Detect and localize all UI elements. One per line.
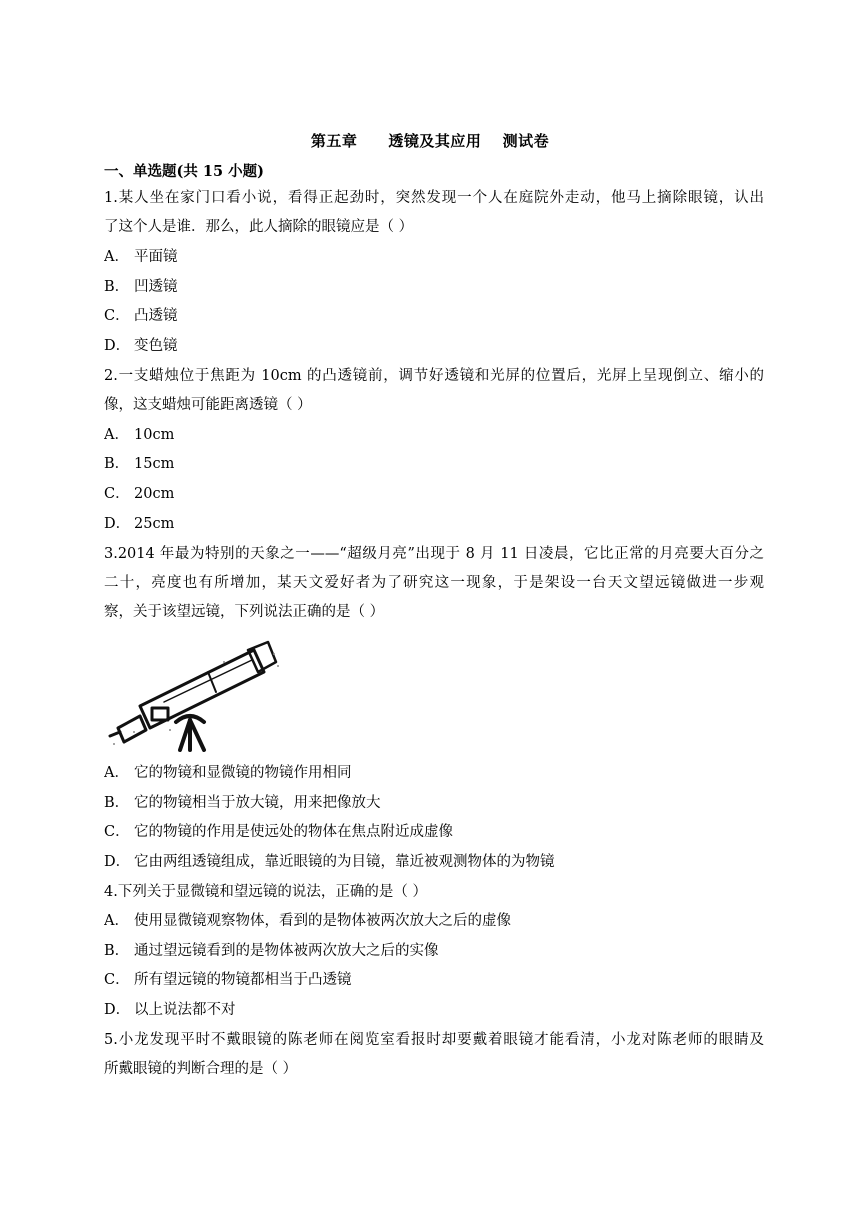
option-letter: A． [104,249,129,265]
question-3-option-b [104,793,764,813]
option-letter: A． [104,765,129,781]
option-text: 它的物镜和显微镜的物镜作用相同 [134,765,352,781]
question-3-stem-line-2: 二十，亮度也有所增加，某天文爱好者为了研究这一现象，于是架设一台天文望远镜做进一步观 [104,575,764,591]
option-letter: A． [104,913,129,929]
option-text: 平面镜 [134,249,178,265]
page-title: 第五章 透镜及其应用 测试卷 [310,132,550,150]
option-letter: C． [104,824,130,840]
option-text: 变色镜 [134,338,178,354]
option-text: 凹透镜 [134,279,178,295]
option-text: 25cm [134,516,175,532]
question-2-option-b [104,454,764,474]
option-letter: B． [104,279,130,295]
option-letter: A． [104,427,129,443]
option-text: 使用显微镜观察物体，看到的是物体被两次放大之后的虚像 [134,913,511,929]
option-letter: D． [104,854,131,870]
option-text: 以上说法都不对 [134,1002,236,1018]
option-text: 15cm [134,456,175,472]
option-text: 通过望远镜看到的是物体被两次放大之后的实像 [134,943,439,959]
question-3-option-a [104,763,764,783]
question-3-stem-line-1: 3.2014 年最为特别的天象之一——“超级月亮”出现于 8 月 11 日凌晨，它比正常的月亮要大百分之 [104,546,764,562]
option-text: 它的物镜相当于放大镜，用来把像放大 [134,795,381,811]
option-letter: D． [104,516,131,532]
option-letter: C． [104,972,130,988]
option-letter: C． [104,486,130,502]
question-1-option-a [104,247,764,267]
question-3-option-c [104,822,764,842]
question-5-stem-line-1: 5.小龙发现平时不戴眼镜的陈老师在阅览室看报时却要戴着眼镜才能看清，小龙对陈老师的眼睛及 [104,1032,764,1048]
question-1-stem-line-2: 了这个人是谁．那么，此人摘除的眼镜应是（ ） [104,219,414,235]
question-1-option-d [104,336,764,356]
option-text: 凸透镜 [134,308,178,324]
question-4-option-c [104,970,764,990]
question-5-stem-line-2: 所戴眼镜的判断合理的是（ ） [104,1061,298,1077]
question-2-option-c [104,484,764,504]
question-2-stem-line-1: 2.一支蜡烛位于焦距为 10cm 的凸透镜前，调节好透镜和光屏的位置后，光屏上呈现倒立、缩小的 [104,368,764,384]
section-heading: 一、单选题(共 15 小题) [104,163,264,180]
telescope-figure [104,632,280,752]
option-text: 20cm [134,486,175,502]
option-letter: D． [104,1002,131,1018]
question-3-stem-line-3: 察，关于该望远镜，下列说法正确的是（ ） [104,604,385,620]
question-4-option-a [104,911,764,931]
question-1-option-c [104,306,764,326]
option-letter: D． [104,338,131,354]
question-1-stem-line-1: 1.某人坐在家门口看小说，看得正起劲时，突然发现一个人在庭院外走动，他马上摘除眼镜，认出 [104,190,764,206]
question-4-option-d [104,1000,764,1020]
question-1-option-b [104,277,764,297]
option-text: 10cm [134,427,175,443]
question-4-option-b [104,941,764,961]
question-2-stem-line-2: 像，这支蜡烛可能距离透镜（ ） [104,397,312,413]
option-letter: B． [104,795,130,811]
option-letter: B． [104,456,130,472]
option-text: 它由两组透镜组成，靠近眼镜的为目镜，靠近被观测物体的为物镜 [134,854,555,870]
option-letter: B． [104,943,130,959]
question-3-option-d [104,852,764,872]
question-2-option-d [104,514,764,534]
question-2-option-a [104,425,764,445]
option-text: 所有望远镜的物镜都相当于凸透镜 [134,972,352,988]
option-text: 它的物镜的作用是使远处的物体在焦点附近成虚像 [134,824,453,840]
question-4-stem-line-1: 4.下列关于显微镜和望远镜的说法，正确的是（ ） [104,884,427,900]
option-letter: C． [104,308,130,324]
